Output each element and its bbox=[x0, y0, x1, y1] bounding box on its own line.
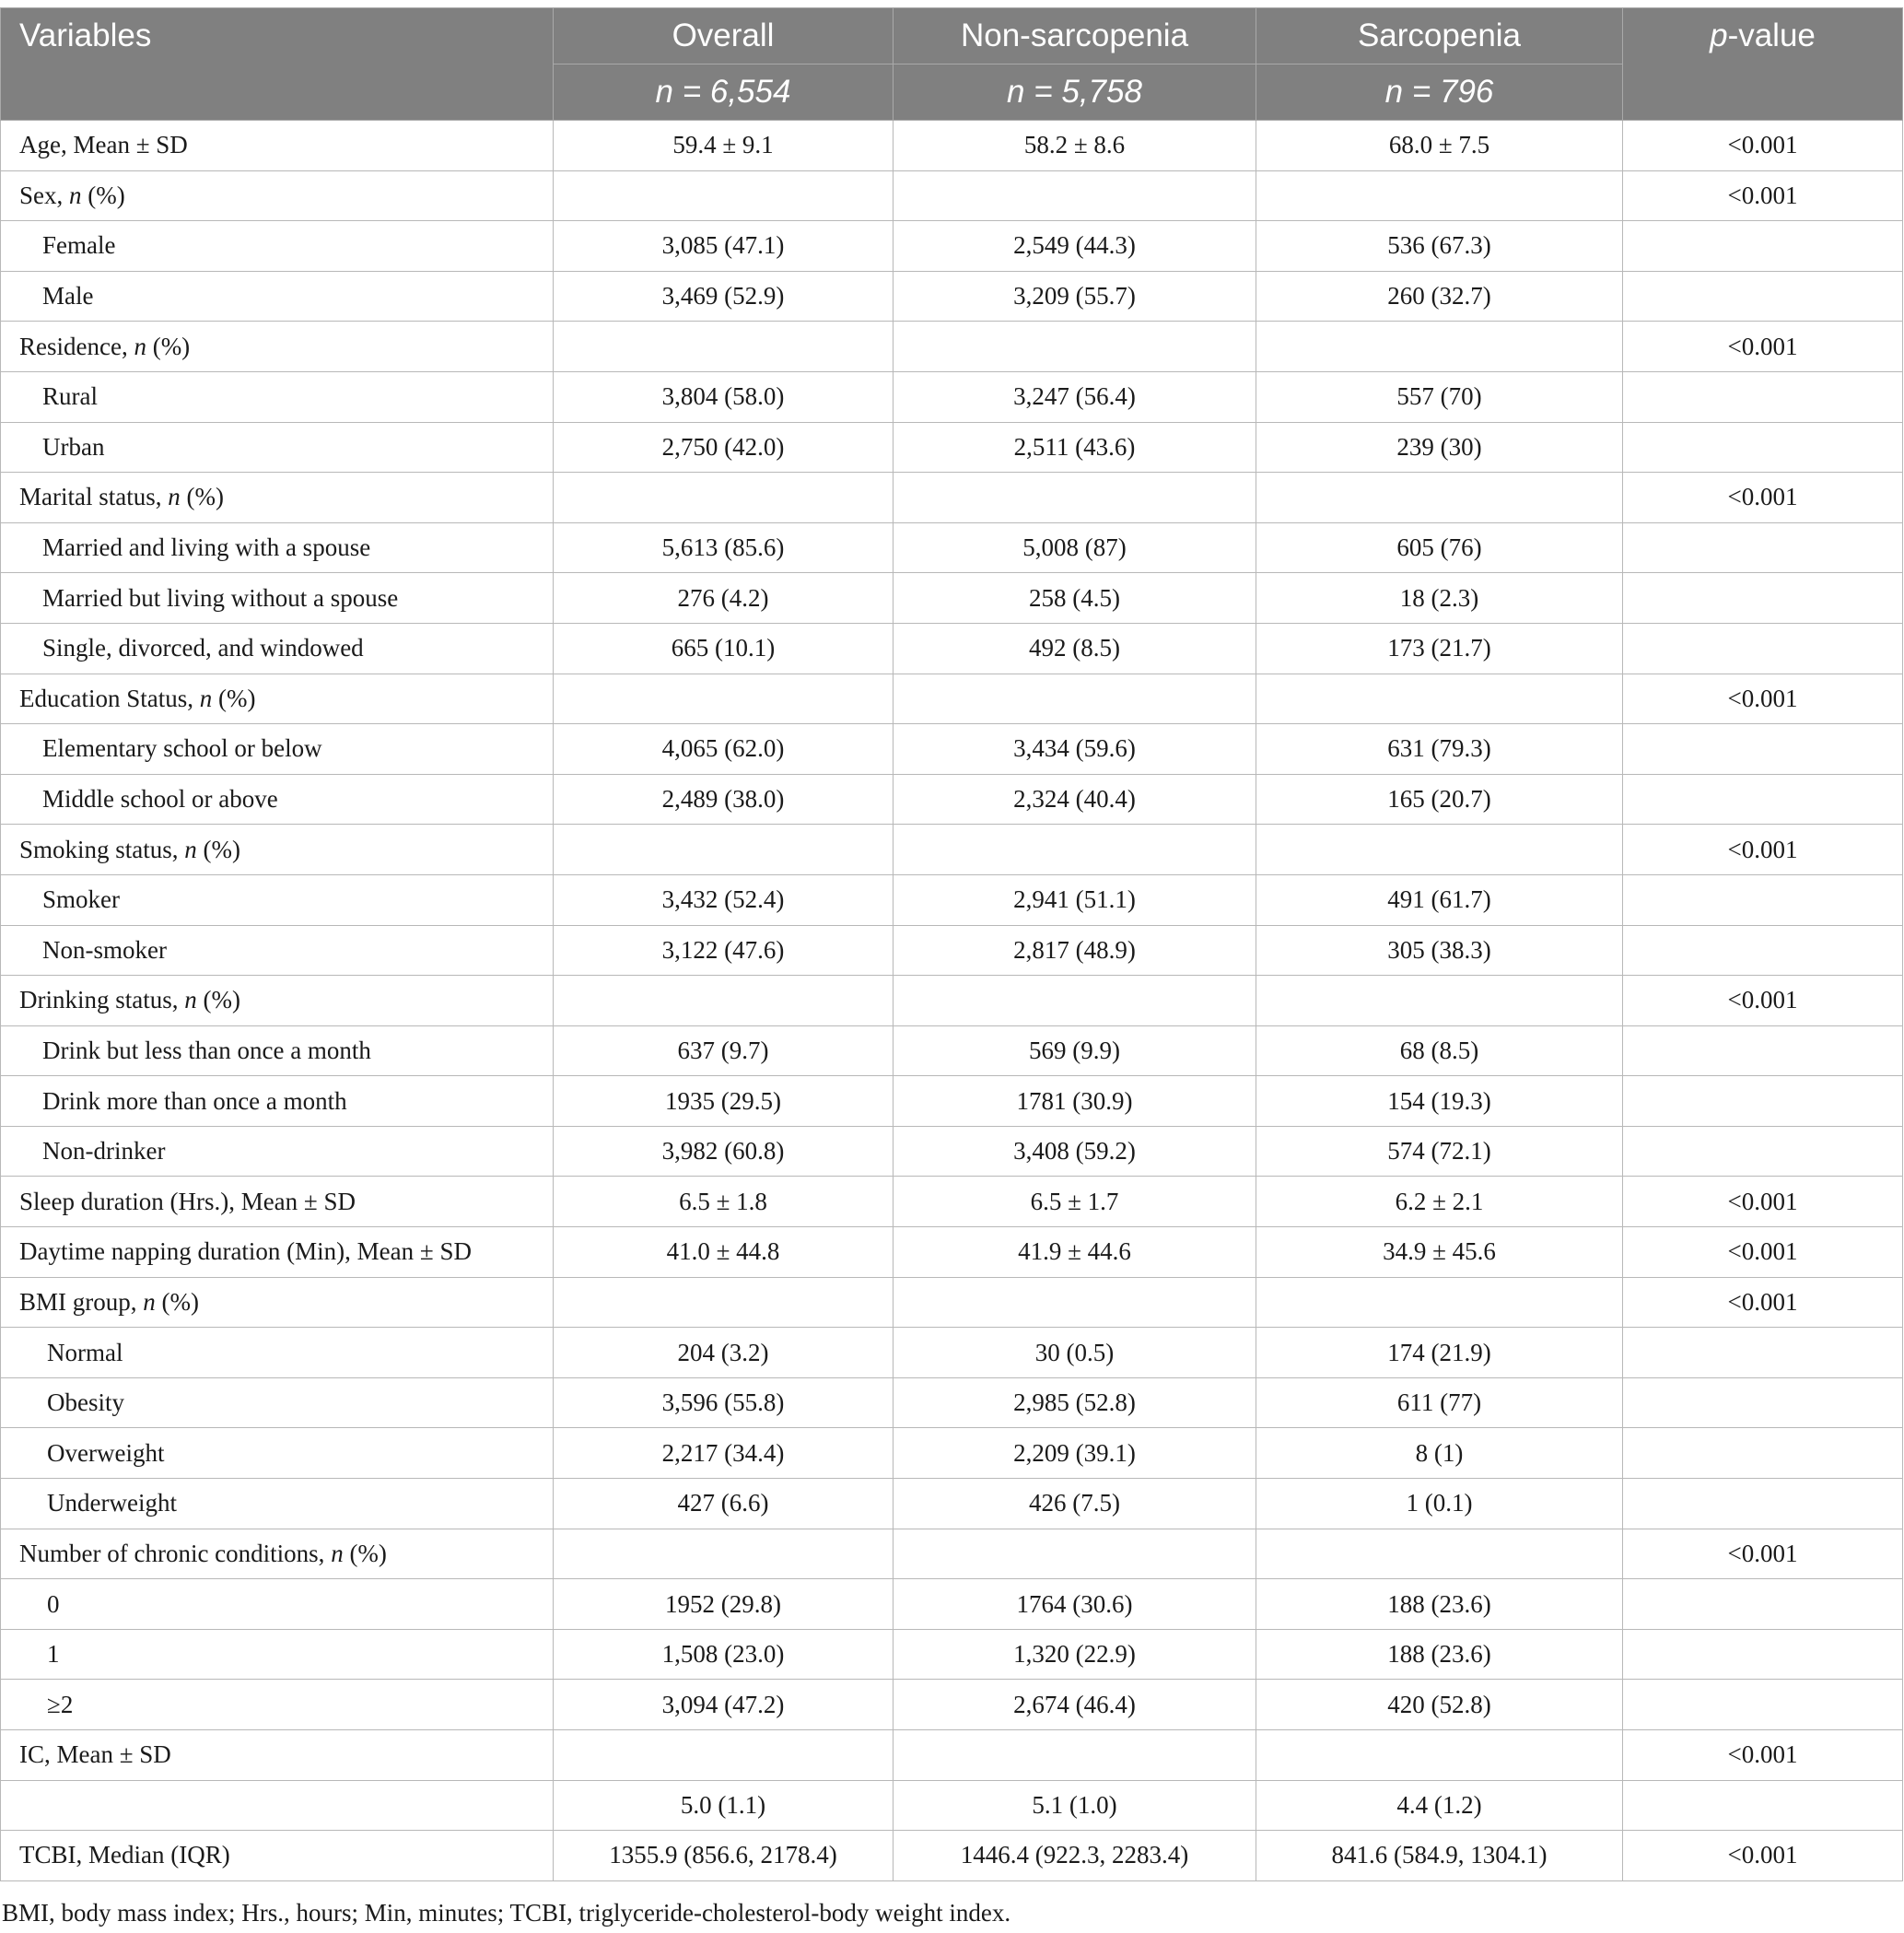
row-label-text: Underweight bbox=[47, 1489, 177, 1517]
table-row bbox=[1, 121, 1903, 171]
row-label-text: BMI group, bbox=[19, 1287, 144, 1316]
cell-non-sarcopenia: 2,549 (44.3) bbox=[894, 221, 1256, 272]
cell-overall bbox=[554, 825, 894, 875]
row-label-text: Daytime napping duration (Min), Mean ± SD bbox=[19, 1237, 472, 1266]
row-label-text: Female bbox=[42, 231, 116, 260]
row-label bbox=[1, 221, 554, 272]
cell-non-sarcopenia: 492 (8.5) bbox=[894, 623, 1256, 674]
row-label-text: Number of chronic conditions, bbox=[19, 1539, 332, 1567]
cell-non-sarcopenia: 30 (0.5) bbox=[894, 1328, 1256, 1378]
table-row bbox=[1, 271, 1903, 322]
table-row bbox=[1, 1780, 1903, 1831]
row-label-text: Middle school or above bbox=[42, 785, 278, 814]
row-label-n: n bbox=[331, 1539, 344, 1567]
row-label bbox=[1, 1025, 554, 1076]
row-label-text: Age, Mean ± SD bbox=[19, 131, 188, 159]
cell-sarcopenia: 420 (52.8) bbox=[1256, 1680, 1623, 1730]
cell-p-value: <0.001 bbox=[1623, 1730, 1903, 1781]
row-label-suffix: (%) bbox=[155, 1287, 199, 1316]
row-label-n: n bbox=[184, 835, 197, 863]
cell-non-sarcopenia bbox=[894, 473, 1256, 523]
cell-p-value: <0.001 bbox=[1623, 674, 1903, 724]
row-label bbox=[1, 1328, 554, 1378]
cell-non-sarcopenia: 1781 (30.9) bbox=[894, 1076, 1256, 1127]
row-label-text: Education Status, bbox=[19, 684, 200, 712]
row-label-text: Drink but less than once a month bbox=[42, 1036, 371, 1064]
cell-p-value: <0.001 bbox=[1623, 1529, 1903, 1579]
row-label-suffix: (%) bbox=[146, 332, 191, 360]
cell-sarcopenia bbox=[1256, 825, 1623, 875]
cell-sarcopenia: 260 (32.7) bbox=[1256, 271, 1623, 322]
cell-sarcopenia: 8 (1) bbox=[1256, 1428, 1623, 1479]
cell-non-sarcopenia bbox=[894, 825, 1256, 875]
cell-non-sarcopenia: 6.5 ± 1.7 bbox=[894, 1177, 1256, 1227]
cell-p-value bbox=[1623, 1680, 1903, 1730]
table-body bbox=[1, 121, 1903, 1881]
table-row bbox=[1, 874, 1903, 925]
row-label-text: Sleep duration (Hrs.), Mean ± SD bbox=[19, 1187, 356, 1215]
cell-overall: 3,982 (60.8) bbox=[554, 1126, 894, 1177]
cell-non-sarcopenia: 2,941 (51.1) bbox=[894, 874, 1256, 925]
cell-p-value: <0.001 bbox=[1623, 1831, 1903, 1881]
table-row bbox=[1, 1479, 1903, 1529]
cell-non-sarcopenia bbox=[894, 1529, 1256, 1579]
cell-p-value bbox=[1623, 1025, 1903, 1076]
row-label bbox=[1, 623, 554, 674]
cell-overall: 427 (6.6) bbox=[554, 1479, 894, 1529]
cell-overall: 1,508 (23.0) bbox=[554, 1629, 894, 1680]
row-label-text: Non-smoker bbox=[42, 935, 167, 964]
cell-overall bbox=[554, 1730, 894, 1781]
row-label-suffix: (%) bbox=[180, 483, 224, 511]
table-row bbox=[1, 724, 1903, 775]
cell-sarcopenia: 491 (61.7) bbox=[1256, 874, 1623, 925]
row-label-n: n bbox=[134, 332, 146, 360]
row-label-suffix: (%) bbox=[212, 684, 256, 712]
cell-sarcopenia: 6.2 ± 2.1 bbox=[1256, 1177, 1623, 1227]
cell-overall: 59.4 ± 9.1 bbox=[554, 121, 894, 171]
table-row bbox=[1, 1529, 1903, 1579]
cell-non-sarcopenia: 2,985 (52.8) bbox=[894, 1377, 1256, 1428]
cell-p-value: <0.001 bbox=[1623, 825, 1903, 875]
cell-overall: 637 (9.7) bbox=[554, 1025, 894, 1076]
cell-sarcopenia: 557 (70) bbox=[1256, 371, 1623, 422]
cell-sarcopenia: 173 (21.7) bbox=[1256, 623, 1623, 674]
cell-non-sarcopenia: 3,209 (55.7) bbox=[894, 271, 1256, 322]
table-row bbox=[1, 1025, 1903, 1076]
cell-overall: 3,804 (58.0) bbox=[554, 371, 894, 422]
row-label-text: Smoking status, bbox=[19, 835, 185, 863]
cell-p-value bbox=[1623, 1629, 1903, 1680]
table-row bbox=[1, 623, 1903, 674]
cell-non-sarcopenia bbox=[894, 674, 1256, 724]
cell-sarcopenia: 631 (79.3) bbox=[1256, 724, 1623, 775]
baseline-characteristics-table bbox=[0, 7, 1903, 1881]
table-row bbox=[1, 170, 1903, 221]
cell-sarcopenia bbox=[1256, 1529, 1623, 1579]
row-label-n: n bbox=[143, 1287, 156, 1316]
cell-p-value: <0.001 bbox=[1623, 170, 1903, 221]
cell-sarcopenia: 188 (23.6) bbox=[1256, 1579, 1623, 1630]
cell-p-value bbox=[1623, 774, 1903, 825]
row-label-text: Smoker bbox=[42, 885, 120, 914]
table-row bbox=[1, 976, 1903, 1026]
cell-p-value bbox=[1623, 1579, 1903, 1630]
row-label bbox=[1, 1629, 554, 1680]
row-label-text: Residence, bbox=[19, 332, 134, 360]
row-label-text: 0 bbox=[47, 1589, 60, 1618]
header-overall: Overall bbox=[554, 8, 894, 64]
table-header bbox=[1, 8, 1903, 121]
cell-overall bbox=[554, 170, 894, 221]
row-label-text: Obesity bbox=[47, 1388, 124, 1417]
cell-non-sarcopenia: 2,511 (43.6) bbox=[894, 422, 1256, 473]
cell-overall bbox=[554, 322, 894, 372]
table-row bbox=[1, 573, 1903, 624]
row-label-suffix: (%) bbox=[343, 1539, 387, 1567]
cell-p-value bbox=[1623, 724, 1903, 775]
table-row bbox=[1, 825, 1903, 875]
row-label-text: Married and living with a spouse bbox=[42, 533, 371, 562]
row-label bbox=[1, 724, 554, 775]
cell-p-value bbox=[1623, 1377, 1903, 1428]
cell-sarcopenia: 574 (72.1) bbox=[1256, 1126, 1623, 1177]
cell-sarcopenia bbox=[1256, 674, 1623, 724]
cell-overall: 276 (4.2) bbox=[554, 573, 894, 624]
row-label bbox=[1, 1377, 554, 1428]
cell-overall: 3,469 (52.9) bbox=[554, 271, 894, 322]
cell-overall: 3,432 (52.4) bbox=[554, 874, 894, 925]
cell-non-sarcopenia: 41.9 ± 44.6 bbox=[894, 1227, 1256, 1278]
cell-p-value bbox=[1623, 522, 1903, 573]
row-label bbox=[1, 422, 554, 473]
row-label-text: Rural bbox=[42, 382, 98, 411]
row-label-n: n bbox=[168, 483, 181, 511]
cell-non-sarcopenia: 258 (4.5) bbox=[894, 573, 1256, 624]
table-footnote: BMI, body mass index; Hrs., hours; Min, minutes; TCBI, triglyceride-cholesterol-body weight index. bbox=[2, 1899, 1011, 1927]
cell-p-value bbox=[1623, 1479, 1903, 1529]
cell-sarcopenia: 18 (2.3) bbox=[1256, 573, 1623, 624]
row-label bbox=[1, 271, 554, 322]
cell-non-sarcopenia: 5,008 (87) bbox=[894, 522, 1256, 573]
cell-sarcopenia: 536 (67.3) bbox=[1256, 221, 1623, 272]
cell-non-sarcopenia bbox=[894, 976, 1256, 1026]
cell-non-sarcopenia: 2,817 (48.9) bbox=[894, 925, 1256, 976]
table-row bbox=[1, 925, 1903, 976]
cell-non-sarcopenia: 2,674 (46.4) bbox=[894, 1680, 1256, 1730]
cell-p-value bbox=[1623, 1328, 1903, 1378]
row-label-text: TCBI, Median (IQR) bbox=[19, 1841, 230, 1869]
cell-non-sarcopenia: 1,320 (22.9) bbox=[894, 1629, 1256, 1680]
row-label bbox=[1, 825, 554, 875]
cell-p-value bbox=[1623, 874, 1903, 925]
cell-non-sarcopenia bbox=[894, 1730, 1256, 1781]
table-row bbox=[1, 1328, 1903, 1378]
row-label bbox=[1, 874, 554, 925]
row-label bbox=[1, 1780, 554, 1831]
table-row bbox=[1, 674, 1903, 724]
cell-p-value bbox=[1623, 422, 1903, 473]
cell-p-value: <0.001 bbox=[1623, 121, 1903, 171]
row-label-suffix: (%) bbox=[196, 986, 240, 1014]
table-row bbox=[1, 1377, 1903, 1428]
header-n-overall: n = 6,554 bbox=[554, 64, 894, 121]
row-label-text: IC, Mean ± SD bbox=[19, 1740, 171, 1769]
cell-p-value bbox=[1623, 221, 1903, 272]
table-row bbox=[1, 1428, 1903, 1479]
cell-non-sarcopenia bbox=[894, 1277, 1256, 1328]
cell-non-sarcopenia: 2,209 (39.1) bbox=[894, 1428, 1256, 1479]
table-row bbox=[1, 422, 1903, 473]
cell-sarcopenia: 1 (0.1) bbox=[1256, 1479, 1623, 1529]
row-label bbox=[1, 1529, 554, 1579]
cell-sarcopenia: 305 (38.3) bbox=[1256, 925, 1623, 976]
cell-non-sarcopenia: 3,247 (56.4) bbox=[894, 371, 1256, 422]
cell-p-value: <0.001 bbox=[1623, 1177, 1903, 1227]
header-p-rest: -value bbox=[1727, 18, 1816, 53]
row-label-suffix: (%) bbox=[196, 835, 241, 863]
table-row bbox=[1, 1126, 1903, 1177]
header-p-italic: p bbox=[1710, 18, 1728, 53]
row-label bbox=[1, 674, 554, 724]
cell-overall: 6.5 ± 1.8 bbox=[554, 1177, 894, 1227]
cell-sarcopenia: 68.0 ± 7.5 bbox=[1256, 121, 1623, 171]
cell-sarcopenia: 174 (21.9) bbox=[1256, 1328, 1623, 1378]
cell-overall: 1355.9 (856.6, 2178.4) bbox=[554, 1831, 894, 1881]
cell-overall bbox=[554, 1529, 894, 1579]
header-n-non-sarcopenia: n = 5,758 bbox=[894, 64, 1256, 121]
cell-sarcopenia: 611 (77) bbox=[1256, 1377, 1623, 1428]
table-row bbox=[1, 1579, 1903, 1630]
row-label bbox=[1, 1428, 554, 1479]
cell-non-sarcopenia bbox=[894, 322, 1256, 372]
cell-sarcopenia bbox=[1256, 976, 1623, 1026]
row-label bbox=[1, 1076, 554, 1127]
cell-non-sarcopenia: 569 (9.9) bbox=[894, 1025, 1256, 1076]
cell-sarcopenia: 34.9 ± 45.6 bbox=[1256, 1227, 1623, 1278]
cell-sarcopenia: 605 (76) bbox=[1256, 522, 1623, 573]
table-row bbox=[1, 522, 1903, 573]
row-label bbox=[1, 522, 554, 573]
cell-overall: 3,122 (47.6) bbox=[554, 925, 894, 976]
row-label-n: n bbox=[184, 986, 197, 1014]
cell-overall: 3,085 (47.1) bbox=[554, 221, 894, 272]
cell-overall: 3,596 (55.8) bbox=[554, 1377, 894, 1428]
row-label-text: Elementary school or below bbox=[42, 734, 322, 763]
row-label-text: Non-drinker bbox=[42, 1137, 166, 1166]
row-label-text: Married but living without a spouse bbox=[42, 583, 399, 612]
cell-overall: 2,217 (34.4) bbox=[554, 1428, 894, 1479]
row-label bbox=[1, 170, 554, 221]
cell-overall: 5,613 (85.6) bbox=[554, 522, 894, 573]
row-label-text: ≥2 bbox=[47, 1690, 74, 1718]
row-label bbox=[1, 774, 554, 825]
cell-p-value bbox=[1623, 573, 1903, 624]
row-label-text: Overweight bbox=[47, 1438, 165, 1467]
row-label bbox=[1, 1177, 554, 1227]
row-label bbox=[1, 976, 554, 1026]
cell-p-value bbox=[1623, 271, 1903, 322]
header-variables: Variables bbox=[1, 8, 554, 121]
cell-overall bbox=[554, 1277, 894, 1328]
row-label-text: 1 bbox=[47, 1640, 60, 1669]
cell-sarcopenia bbox=[1256, 1730, 1623, 1781]
cell-overall: 5.0 (1.1) bbox=[554, 1780, 894, 1831]
row-label bbox=[1, 1680, 554, 1730]
cell-overall bbox=[554, 674, 894, 724]
table-row bbox=[1, 1227, 1903, 1278]
cell-p-value: <0.001 bbox=[1623, 1277, 1903, 1328]
cell-overall: 41.0 ± 44.8 bbox=[554, 1227, 894, 1278]
row-label-text: Normal bbox=[47, 1338, 123, 1366]
cell-overall: 4,065 (62.0) bbox=[554, 724, 894, 775]
cell-overall: 1935 (29.5) bbox=[554, 1076, 894, 1127]
cell-sarcopenia: 4.4 (1.2) bbox=[1256, 1780, 1623, 1831]
cell-p-value bbox=[1623, 1428, 1903, 1479]
cell-p-value: <0.001 bbox=[1623, 473, 1903, 523]
cell-p-value bbox=[1623, 623, 1903, 674]
cell-sarcopenia bbox=[1256, 322, 1623, 372]
table-row bbox=[1, 371, 1903, 422]
cell-sarcopenia: 165 (20.7) bbox=[1256, 774, 1623, 825]
cell-sarcopenia bbox=[1256, 170, 1623, 221]
row-label bbox=[1, 1831, 554, 1881]
cell-overall: 204 (3.2) bbox=[554, 1328, 894, 1378]
cell-overall bbox=[554, 976, 894, 1026]
header-non-sarcopenia: Non-sarcopenia bbox=[894, 8, 1256, 64]
row-label bbox=[1, 1479, 554, 1529]
cell-p-value bbox=[1623, 925, 1903, 976]
table-row bbox=[1, 1277, 1903, 1328]
table-row bbox=[1, 1177, 1903, 1227]
cell-p-value: <0.001 bbox=[1623, 1227, 1903, 1278]
row-label bbox=[1, 1126, 554, 1177]
cell-p-value: <0.001 bbox=[1623, 322, 1903, 372]
table-row bbox=[1, 1076, 1903, 1127]
row-label bbox=[1, 1579, 554, 1630]
cell-non-sarcopenia: 3,434 (59.6) bbox=[894, 724, 1256, 775]
cell-overall: 2,489 (38.0) bbox=[554, 774, 894, 825]
row-label bbox=[1, 371, 554, 422]
cell-sarcopenia: 188 (23.6) bbox=[1256, 1629, 1623, 1680]
row-label bbox=[1, 322, 554, 372]
row-label-text: Drink more than once a month bbox=[42, 1086, 347, 1115]
row-label-text: Single, divorced, and windowed bbox=[42, 634, 364, 662]
cell-overall: 1952 (29.8) bbox=[554, 1579, 894, 1630]
cell-non-sarcopenia bbox=[894, 170, 1256, 221]
row-label-n: n bbox=[69, 181, 82, 209]
cell-sarcopenia bbox=[1256, 473, 1623, 523]
cell-non-sarcopenia: 58.2 ± 8.6 bbox=[894, 121, 1256, 171]
header-n-sarcopenia: n = 796 bbox=[1256, 64, 1623, 121]
row-label-text: Male bbox=[42, 282, 94, 310]
header-p-value bbox=[1623, 8, 1903, 121]
row-label bbox=[1, 473, 554, 523]
cell-non-sarcopenia: 426 (7.5) bbox=[894, 1479, 1256, 1529]
row-label bbox=[1, 1730, 554, 1781]
table-row bbox=[1, 1680, 1903, 1730]
table-row bbox=[1, 774, 1903, 825]
row-label-suffix: (%) bbox=[81, 181, 125, 209]
cell-non-sarcopenia: 5.1 (1.0) bbox=[894, 1780, 1256, 1831]
cell-non-sarcopenia: 2,324 (40.4) bbox=[894, 774, 1256, 825]
row-label-text: Drinking status, bbox=[19, 986, 185, 1014]
cell-p-value bbox=[1623, 371, 1903, 422]
cell-p-value bbox=[1623, 1780, 1903, 1831]
cell-overall bbox=[554, 473, 894, 523]
cell-sarcopenia: 239 (30) bbox=[1256, 422, 1623, 473]
cell-overall: 3,094 (47.2) bbox=[554, 1680, 894, 1730]
cell-overall: 665 (10.1) bbox=[554, 623, 894, 674]
cell-sarcopenia: 154 (19.3) bbox=[1256, 1076, 1623, 1127]
row-label bbox=[1, 1277, 554, 1328]
cell-non-sarcopenia: 1446.4 (922.3, 2283.4) bbox=[894, 1831, 1256, 1881]
cell-sarcopenia: 841.6 (584.9, 1304.1) bbox=[1256, 1831, 1623, 1881]
cell-overall: 2,750 (42.0) bbox=[554, 422, 894, 473]
row-label bbox=[1, 1227, 554, 1278]
cell-sarcopenia bbox=[1256, 1277, 1623, 1328]
row-label bbox=[1, 573, 554, 624]
table-row bbox=[1, 221, 1903, 272]
header-sarcopenia: Sarcopenia bbox=[1256, 8, 1623, 64]
row-label-text: Urban bbox=[42, 432, 105, 461]
cell-p-value: <0.001 bbox=[1623, 976, 1903, 1026]
table-row bbox=[1, 1831, 1903, 1881]
cell-p-value bbox=[1623, 1126, 1903, 1177]
table-row bbox=[1, 1730, 1903, 1781]
cell-p-value bbox=[1623, 1076, 1903, 1127]
row-label bbox=[1, 121, 554, 171]
table-row bbox=[1, 1629, 1903, 1680]
cell-non-sarcopenia: 1764 (30.6) bbox=[894, 1579, 1256, 1630]
row-label-n: n bbox=[199, 684, 213, 712]
table-row bbox=[1, 322, 1903, 372]
table-row bbox=[1, 473, 1903, 523]
row-label-text: Sex, bbox=[19, 181, 69, 209]
row-label bbox=[1, 925, 554, 976]
row-label-text: Marital status, bbox=[19, 483, 169, 511]
cell-non-sarcopenia: 3,408 (59.2) bbox=[894, 1126, 1256, 1177]
cell-sarcopenia: 68 (8.5) bbox=[1256, 1025, 1623, 1076]
